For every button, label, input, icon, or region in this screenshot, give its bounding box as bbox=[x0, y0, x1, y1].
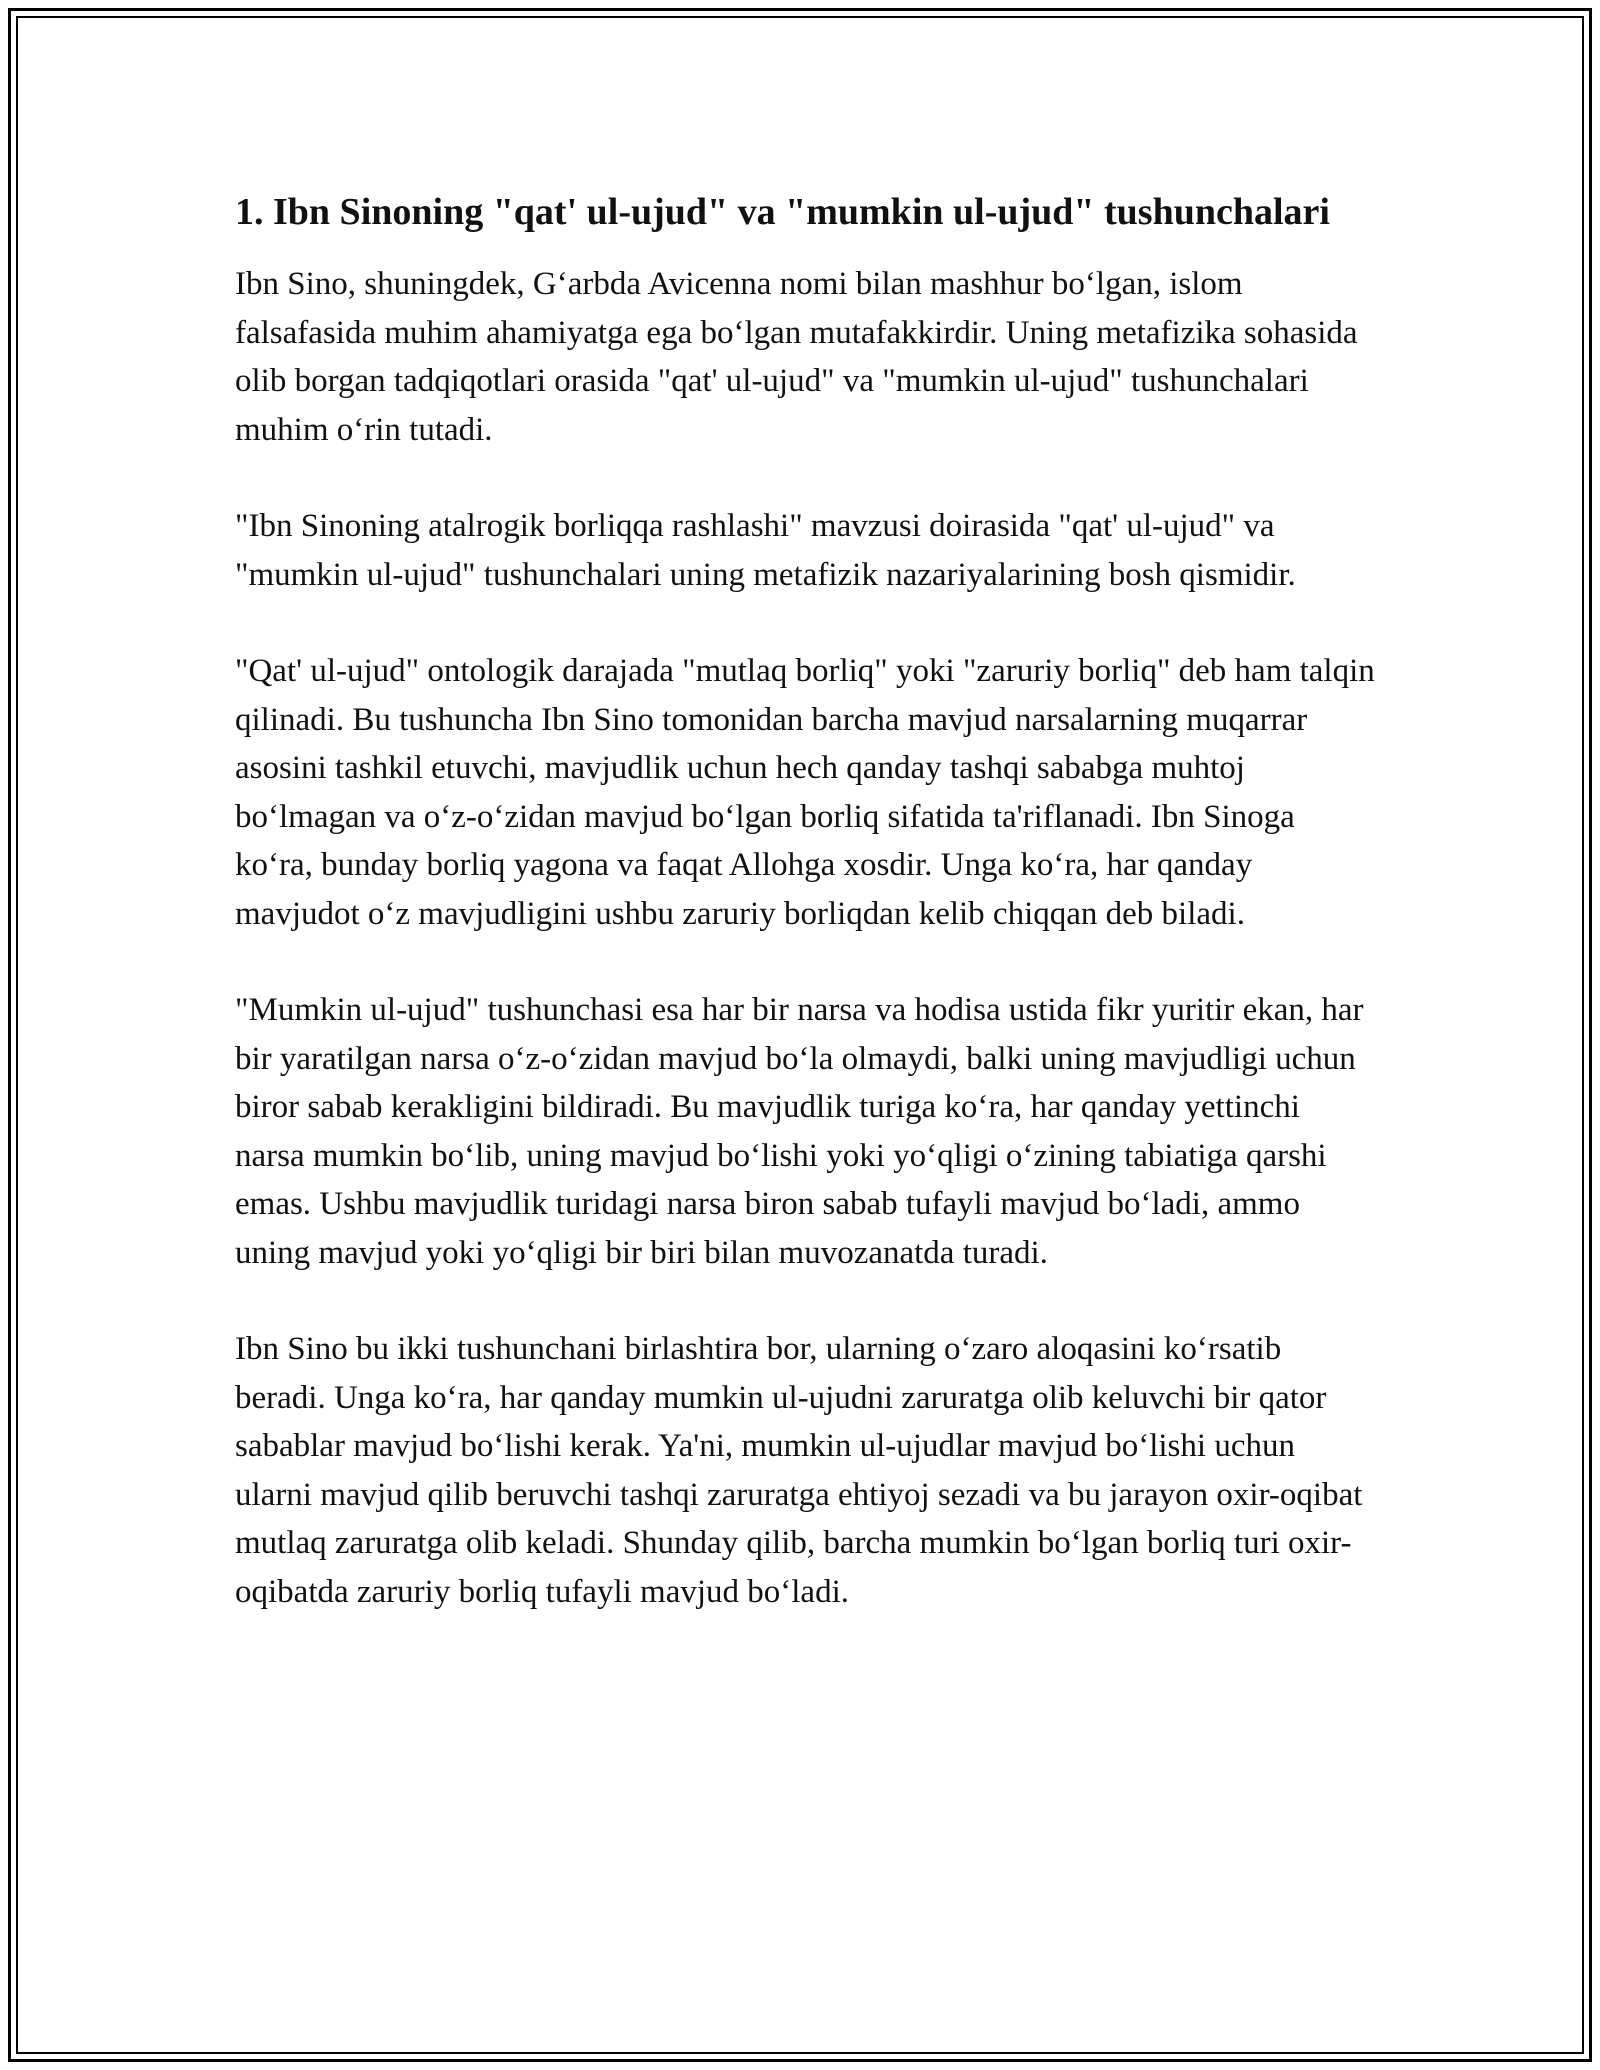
paragraph-4: "Mumkin ul-ujud" tushunchasi esa har bir narsa va hodisa ustida fikr yuritir ekan, har bir yaratilgan narsa o‘z-o‘zidan mavjud bo‘la olmaydi, balki uning mavjudligi uchun biror sabab kerakligini bildiradi. Bu mavjudlik turiga ko‘ra, har qanday yettinchi narsa mumkin bo‘lib, uning mavjud bo‘lishi yoki yo‘qligi o‘zining tabiatiga qarshi emas. Ushbu mavjudlik turidagi narsa biron sabab tufayli mavjud bo‘ladi, ammo uning mavjud yoki yo‘qligi bir biri bilan muvozanatda turadi. bbox=[235, 992, 1364, 1271]
paragraph-3: "Qat' ul-ujud" ontologik darajada "mutlaq borliq" yoki "zaruriy borliq" deb ham talqin qilinadi. Bu tushuncha Ibn Sino tomonidan barcha mavjud narsalarning muqarrar asosini tashkil etuvchi, mavjudlik uchun hech qanday tashqi sababga muhtoj bo‘lmagan va o‘z-o‘zidan mavjud bo‘lgan borliq sifatida ta'riflanadi. Ibn Sinoga ko‘ra, bunday borliq yagona va faqat Allohga xosdir. Unga ko‘ra, har qanday mavjudot o‘z mavjudligini ushbu zaruriy borliqdan kelib chiqqan deb biladi. bbox=[235, 653, 1375, 932]
paragraph-1: Ibn Sino, shuningdek, G‘arbda Avicenna nomi bilan mashhur bo‘lgan, islom falsafasida muhim ahamiyatga ega bo‘lgan mutafakkirdir. Uning metafizika sohasida olib borgan tadqiqotlari orasida "qat' ul-ujud" va "mumkin ul-ujud" tushunchalari muhim o‘rin tutadi. bbox=[235, 266, 1358, 448]
document-body bbox=[235, 185, 1375, 1664]
paragraph-5: Ibn Sino bu ikki tushunchani birlashtira bor, ularning o‘zaro aloqasini ko‘rsatib beradi. Unga ko‘ra, har qanday mumkin ul-ujudni zaruratga olib keluvchi bir qator sabablar mavjud bo‘lishi kerak. Ya'ni, mumkin ul-ujudlar mavjud bo‘lishi uchun ularni mavjud qilib beruvchi tashqi zaruratga ehtiyoj sezadi va bu jarayon oxir-oqibat mutlaq zaruratga olib keladi. Shunday qilib, barcha mumkin bo‘lgan borliq turi oxir-oqibatda zaruriy borliq tufayli mavjud bo‘ladi. bbox=[235, 1331, 1363, 1610]
section-heading: 1. Ibn Sinoning "qat' ul-ujud" va "mumkin ul-ujud" tushunchalari bbox=[235, 191, 1330, 233]
paragraph-2: "Ibn Sinoning atalrogik borliqqa rashlashi" mavzusi doirasida "qat' ul-ujud" va "mumkin ul-ujud" tushunchalari uning metafizik nazariyalarining bosh qismidir. bbox=[235, 508, 1296, 593]
